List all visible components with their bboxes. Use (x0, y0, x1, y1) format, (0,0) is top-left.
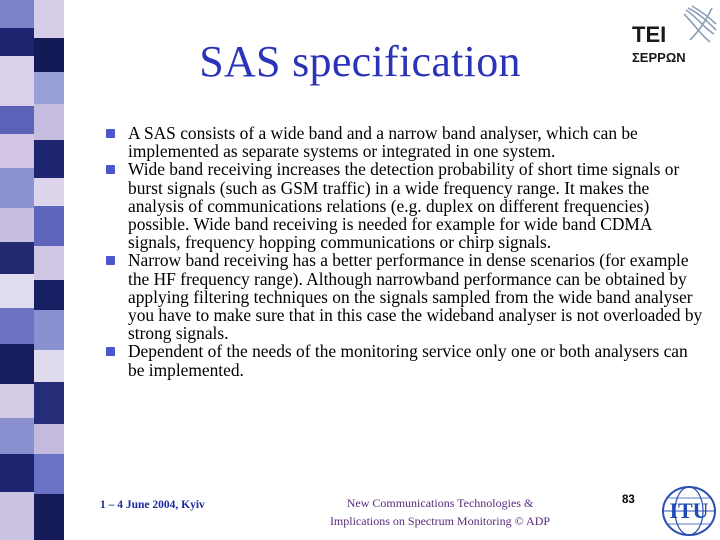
itu-mark-text: ITU (669, 498, 709, 523)
bullet-text: Dependent of the needs of the monitoring service only one or both analysers can be implemented. (128, 341, 688, 380)
bullet-text: Narrow band receiving has a better performance in dense scenarios (for example the HF frequency range). Although narrowband performance can be obtained by applying filtering techniques on the signals sampled from the wide band analyser you have to make sure that in this case the wideband analyser is not overloaded by strong signals. (128, 250, 703, 344)
bullet-text: A SAS consists of a wide band and a narrow band analyser, which can be implemented as separate systems or integrated in one system. (128, 123, 638, 162)
strip-column-right (34, 0, 64, 540)
tei-serron-logo (626, 4, 718, 70)
strip-column-left (0, 0, 34, 540)
list-item (102, 342, 706, 378)
bullet-square-icon (106, 256, 115, 265)
list-item (102, 124, 706, 160)
tei-name-text: ΣΕΡΡΩΝ (632, 50, 686, 65)
bullet-square-icon (106, 347, 115, 356)
itu-logo (660, 484, 718, 538)
footer-line-1: New Communications Technologies & (346, 496, 534, 510)
footer-date-place: 1 – 4 June 2004, Kyiv (100, 499, 205, 511)
slide-title: SAS specification (199, 37, 521, 86)
bullet-text: Wide band receiving increases the detection probability of short time signals or burst signals (such as GSM traffic) in a wide frequency range. It makes the analysis of communications relations (e.g. duplex on different frequencies) possible. Wide band receiving is needed for example for wide band CDMA signals, frequency hopping communications or chirp signals. (128, 159, 680, 253)
bullet-square-icon (106, 165, 115, 174)
footer-line-2: Implications on Spectrum Monitoring © ADP (329, 514, 551, 528)
page-number: 83 (622, 494, 635, 506)
footer-event-title (290, 494, 590, 530)
list-item (102, 251, 706, 342)
bullet-square-icon (106, 129, 115, 138)
list-item (102, 160, 706, 251)
bullet-list (102, 124, 706, 379)
decorative-side-strip (0, 0, 34, 540)
tei-mark-text: TEI (632, 22, 667, 47)
